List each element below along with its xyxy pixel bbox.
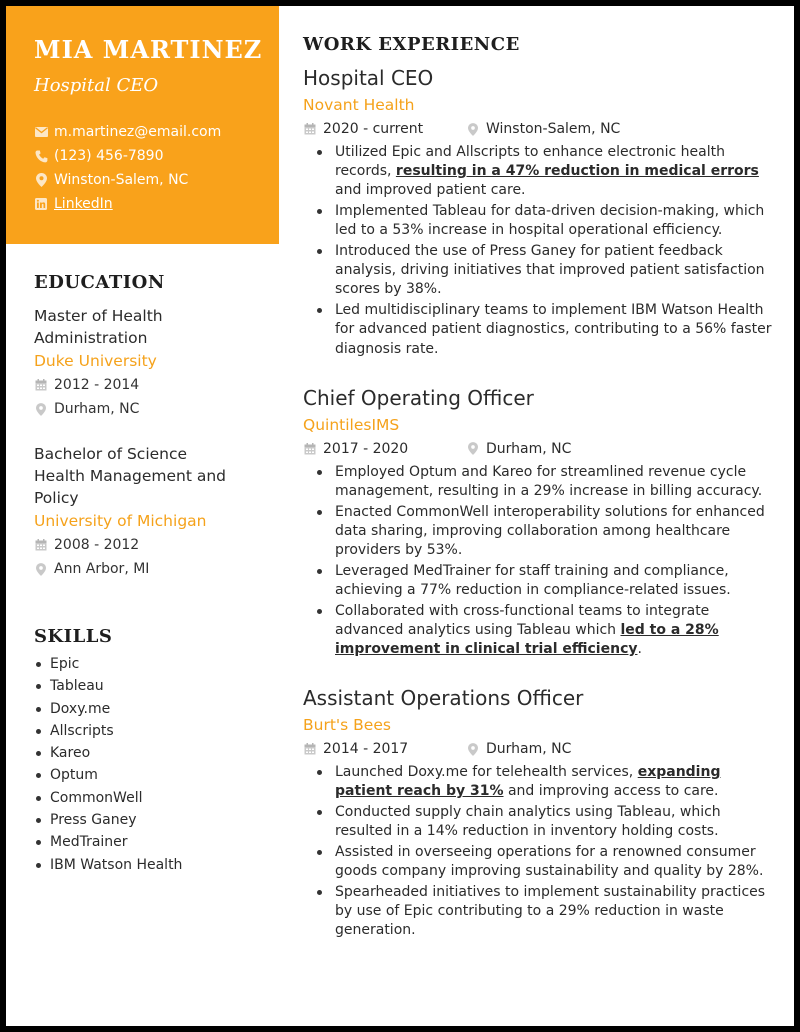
dates-text: 2012 - 2014 <box>54 377 140 393</box>
candidate-title: Hospital CEO <box>34 75 159 96</box>
calendar-icon <box>303 742 317 756</box>
highlight-text: resulting in a 47% reduction in medical errors <box>395 163 759 180</box>
job-dates <box>303 441 466 457</box>
achievement-item: Led multidisciplinary teams to implement IBM Watson Health for advanced patient diagnostics, contributing to a 56% faster diagnosis rate. <box>303 301 773 359</box>
contact-phone <box>34 144 279 168</box>
achievement-list <box>303 763 773 940</box>
skill-item: Doxy.me <box>34 698 274 720</box>
location-text: Winston-Salem, NC <box>486 121 621 137</box>
job-meta <box>303 737 773 761</box>
map-pin-icon <box>466 442 480 456</box>
company-name: Burt's Bees <box>303 716 391 735</box>
school: Duke University <box>34 352 157 370</box>
job-meta <box>303 117 773 141</box>
phone-icon <box>34 149 48 163</box>
education-item <box>34 443 274 581</box>
job-meta <box>303 437 773 461</box>
right-column <box>303 34 773 942</box>
dates-text: 2020 - current <box>323 121 424 137</box>
linkedin-link[interactable]: LinkedIn <box>54 196 113 212</box>
dates-text: 2008 - 2012 <box>54 537 140 553</box>
contact-list <box>34 120 279 216</box>
email-text[interactable]: m.martinez@email.com <box>54 124 222 140</box>
achievement-item: Launched Doxy.me for telehealth services, expanding patient reach by 31% and improving access to care. <box>303 763 773 801</box>
skills-list <box>34 653 274 876</box>
skill-item: Optum <box>34 764 274 786</box>
map-pin-icon <box>466 122 480 136</box>
degree-line: Bachelor of Science <box>34 445 188 463</box>
education-location <box>34 397 274 421</box>
map-pin-icon <box>466 742 480 756</box>
location-text: Durham, NC <box>54 401 140 417</box>
company-name: Novant Health <box>303 96 415 114</box>
skill-item: Allscripts <box>34 720 274 742</box>
achievement-item: Leveraged MedTrainer for staff training and compliance, achieving a 77% reduction in compliance-related issues. <box>303 562 773 600</box>
skill-item: IBM Watson Health <box>34 854 274 876</box>
achievement-item: Assisted in overseeing operations for a renowned consumer goods company improving sustainability and quality by 28%. <box>303 843 773 881</box>
skill-item: MedTrainer <box>34 831 274 853</box>
skills-heading: SKILLS <box>34 626 113 647</box>
education-dates <box>34 373 274 397</box>
header-box <box>6 6 279 244</box>
contact-linkedin <box>34 192 279 216</box>
dates-text: 2014 - 2017 <box>323 741 409 758</box>
job-title: Chief Operating Officer <box>303 385 534 410</box>
skills-section <box>34 626 274 876</box>
map-pin-icon <box>34 562 48 576</box>
contact-location <box>34 168 279 192</box>
job-dates <box>303 741 466 757</box>
calendar-icon <box>303 122 317 136</box>
achievement-list <box>303 143 773 359</box>
school: University of Michigan <box>34 512 207 530</box>
skill-item: Press Ganey <box>34 809 274 831</box>
job-entry <box>303 385 773 660</box>
job-entry <box>303 65 773 359</box>
skill-item: Tableau <box>34 675 274 697</box>
education-heading: EDUCATION <box>34 272 165 293</box>
degree-line: Health Management and Policy <box>34 467 227 507</box>
map-pin-icon <box>34 173 48 187</box>
achievement-item: Conducted supply chain analytics using Tableau, which resulted in a 14% reduction in inventory holding costs. <box>303 803 773 841</box>
job-dates <box>303 121 466 137</box>
envelope-icon <box>34 125 48 139</box>
achievement-item: Employed Optum and Kareo for streamlined revenue cycle management, resulting in a 29% increase in billing accuracy. <box>303 463 773 501</box>
job-location <box>466 741 571 757</box>
map-pin-icon <box>34 402 48 416</box>
location-text: Winston-Salem, NC <box>54 172 189 188</box>
skill-item: CommonWell <box>34 787 274 809</box>
calendar-icon <box>34 538 48 552</box>
achievement-item: Utilized Epic and Allscripts to enhance electronic health records, resulting in a 47% reduction in medical errors and improved patient care. <box>303 143 773 201</box>
highlight-text: expanding patient reach by 31% <box>335 764 721 800</box>
achievement-item: Enacted CommonWell interoperability solutions for enhanced data sharing, improving collaboration among healthcare providers by 53%. <box>303 503 773 561</box>
skill-item: Kareo <box>34 742 274 764</box>
education-location <box>34 557 274 581</box>
left-column <box>6 6 279 1026</box>
job-location <box>466 121 620 137</box>
highlight-text: led to a 28% improvement in clinical trial efficiency <box>335 621 719 658</box>
calendar-icon <box>303 442 317 456</box>
education-section <box>34 272 274 581</box>
location-text: Durham, NC <box>486 440 572 457</box>
dates-text: 2017 - 2020 <box>323 440 409 457</box>
education-dates <box>34 533 274 557</box>
phone-text[interactable]: (123) 456-7890 <box>54 148 164 164</box>
achievement-item: Introduced the use of Press Ganey for patient feedback analysis, driving initiatives that improved patient satisfaction scores by 38%. <box>303 242 773 300</box>
education-item <box>34 305 274 421</box>
candidate-name: MIA MARTINEZ <box>34 35 263 64</box>
job-entry <box>303 685 773 940</box>
resume-page <box>6 6 794 1026</box>
linkedin-icon <box>34 197 48 211</box>
contact-email <box>34 120 279 144</box>
company-name: QuintilesIMS <box>303 415 400 434</box>
degree: Master of Health Administration <box>34 307 163 347</box>
calendar-icon <box>34 378 48 392</box>
location-text: Durham, NC <box>486 741 572 758</box>
job-title: Hospital CEO <box>303 66 434 90</box>
achievement-list <box>303 463 773 660</box>
experience-heading: WORK EXPERIENCE <box>303 34 520 55</box>
achievement-item: Collaborated with cross-functional teams to integrate advanced analytics using Tableau which led to a 28% improvement in clinical trial efficiency. <box>303 602 773 660</box>
location-text: Ann Arbor, MI <box>54 561 150 577</box>
achievement-item: Spearheaded initiatives to implement sustainability practices by use of Epic contributing to a 29% reduction in waste generation. <box>303 883 773 941</box>
job-location <box>466 441 571 457</box>
job-title: Assistant Operations Officer <box>303 686 584 711</box>
achievement-item: Implemented Tableau for data-driven decision-making, which led to a 53% increase in hospital operational efficiency. <box>303 202 773 240</box>
skill-item: Epic <box>34 653 274 675</box>
